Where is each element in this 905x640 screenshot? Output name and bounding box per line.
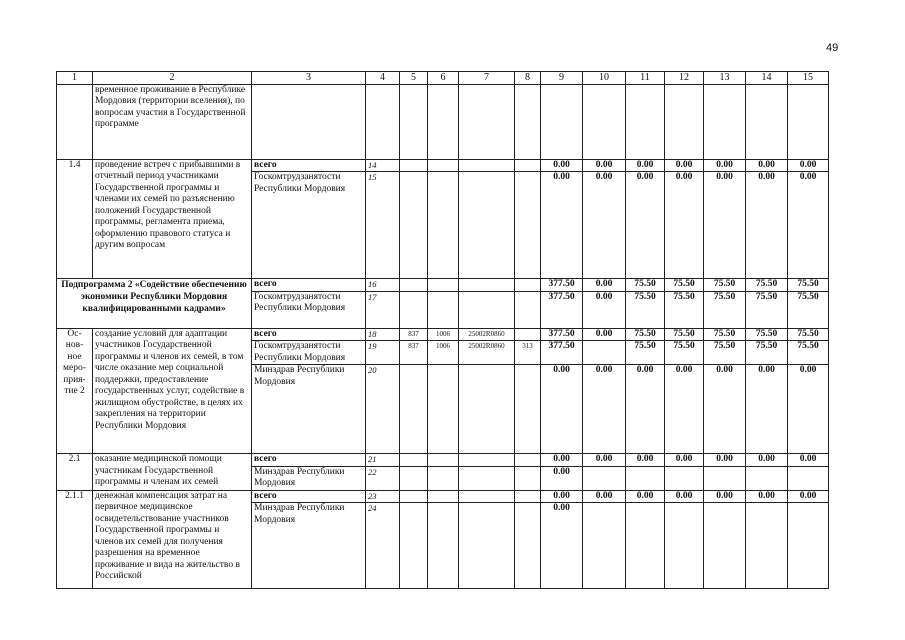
amount-cell: 75.50	[788, 328, 829, 341]
budget-code	[459, 159, 515, 172]
row-number: 2.1	[57, 454, 93, 491]
amount-cell: 0.00	[541, 503, 583, 589]
amount-cell: 75.50	[746, 328, 788, 341]
amount-cell: 0.00	[583, 490, 626, 503]
amount-cell	[665, 466, 704, 490]
amount-cell: 0.00	[583, 328, 626, 341]
amount-cell: 377.50	[541, 328, 583, 341]
budget-code	[400, 454, 428, 467]
budget-code	[459, 291, 515, 328]
empty-cell	[459, 84, 515, 159]
amount-cell: 75.50	[704, 341, 746, 365]
amount-cell: 0.00	[704, 159, 746, 172]
table-row	[57, 490, 829, 503]
budget-code	[459, 454, 515, 467]
row-description: проведение встреч с прибывшими в отчетный период участниками Государственной программы и членами их семей по разъяснению положений Государственной программы, регламента приема, оформлению правового статуса и другим вопросам	[93, 159, 252, 279]
empty-cell	[541, 84, 583, 159]
line-code: 14	[366, 159, 400, 172]
page-number: 49	[826, 42, 839, 54]
amount-cell: 0.00	[746, 365, 788, 454]
amount-cell: 75.50	[626, 291, 665, 328]
responsible-executor: всего	[252, 454, 366, 467]
line-code: 19	[366, 341, 400, 365]
table-row	[57, 159, 829, 172]
column-header: 7	[459, 72, 515, 85]
budget-code	[459, 503, 515, 589]
amount-cell: 0.00	[626, 159, 665, 172]
amount-cell: 75.50	[626, 341, 665, 365]
budget-code	[515, 328, 541, 341]
amount-cell: 0.00	[704, 172, 746, 279]
column-header: 4	[366, 72, 400, 85]
responsible-executor: Госкомтрудзанятости Республики Мордовия	[252, 172, 366, 279]
budget-code: 837	[400, 328, 428, 341]
budget-code	[400, 159, 428, 172]
amount-cell: 75.50	[665, 328, 704, 341]
line-code: 17	[366, 291, 400, 328]
amount-cell: 0.00	[665, 454, 704, 467]
amount-cell: 0.00	[583, 159, 626, 172]
responsible-executor: Госкомтрудзанятости Республики Мордовия	[252, 291, 366, 328]
budget-code	[400, 172, 428, 279]
amount-cell: 0.00	[626, 490, 665, 503]
budget-code	[428, 490, 459, 503]
table-row	[57, 328, 829, 341]
budget-code: 25002R0860	[459, 328, 515, 341]
column-header: 15	[788, 72, 829, 85]
amount-cell	[626, 503, 665, 589]
budget-code	[428, 291, 459, 328]
budget-code	[400, 503, 428, 589]
amount-cell: 0.00	[788, 454, 829, 467]
amount-cell: 0.00	[746, 159, 788, 172]
amount-cell	[665, 503, 704, 589]
budget-code	[459, 365, 515, 454]
empty-cell	[665, 84, 704, 159]
amount-cell: 0.00	[541, 172, 583, 279]
amount-cell: 75.50	[626, 279, 665, 292]
amount-cell: 0.00	[583, 365, 626, 454]
responsible-executor: всего	[252, 328, 366, 341]
row-number: Ос-нов-ное меро-прия-тие 2	[57, 328, 93, 454]
budget-code: 837	[400, 341, 428, 365]
empty-cell	[704, 84, 746, 159]
amount-cell	[626, 466, 665, 490]
budget-code: 313	[515, 341, 541, 365]
amount-cell: 0.00	[788, 159, 829, 172]
budget-code	[515, 490, 541, 503]
amount-cell: 75.50	[746, 341, 788, 365]
amount-cell: 0.00	[626, 365, 665, 454]
amount-cell: 0.00	[665, 490, 704, 503]
budget-code	[459, 172, 515, 279]
amount-cell: 0.00	[626, 454, 665, 467]
amount-cell	[704, 466, 746, 490]
budget-code	[400, 466, 428, 490]
amount-cell: 0.00	[541, 365, 583, 454]
empty-cell	[788, 84, 829, 159]
amount-cell: 377.50	[541, 291, 583, 328]
empty-cell	[366, 84, 400, 159]
column-header: 2	[93, 72, 252, 85]
amount-cell: 0.00	[583, 291, 626, 328]
table-row	[57, 454, 829, 467]
amount-cell	[746, 466, 788, 490]
amount-cell: 0.00	[665, 365, 704, 454]
amount-cell	[788, 503, 829, 589]
responsible-executor: Минздрав Республики Мордовия	[252, 365, 366, 454]
amount-cell: 75.50	[665, 279, 704, 292]
line-code: 24	[366, 503, 400, 589]
budget-code	[428, 279, 459, 292]
budget-code	[515, 503, 541, 589]
responsible-executor: всего	[252, 159, 366, 172]
column-header: 12	[665, 72, 704, 85]
column-header: 11	[626, 72, 665, 85]
budget-code	[428, 454, 459, 467]
amount-cell	[583, 466, 626, 490]
responsible-executor: Минздрав Республики Мордовия	[252, 503, 366, 589]
responsible-executor: Минздрав Республики Мордовия	[252, 466, 366, 490]
amount-cell: 0.00	[541, 454, 583, 467]
budget-code	[428, 365, 459, 454]
budget-code: 25002R0860	[459, 341, 515, 365]
table-row	[57, 84, 829, 159]
amount-cell: 0.00	[583, 172, 626, 279]
amount-cell: 75.50	[746, 279, 788, 292]
amount-cell: 0.00	[541, 159, 583, 172]
budget-code	[400, 279, 428, 292]
amount-cell: 0.00	[704, 365, 746, 454]
amount-cell	[704, 503, 746, 589]
empty-cell	[626, 84, 665, 159]
amount-cell: 75.50	[746, 291, 788, 328]
amount-cell: 75.50	[704, 279, 746, 292]
budget-code	[428, 172, 459, 279]
amount-cell	[788, 466, 829, 490]
empty-cell	[428, 84, 459, 159]
column-header: 5	[400, 72, 428, 85]
budget-code	[400, 365, 428, 454]
column-header: 10	[583, 72, 626, 85]
budget-code	[459, 466, 515, 490]
budget-code: 1006	[428, 341, 459, 365]
amount-cell: 75.50	[665, 291, 704, 328]
column-header: 1	[57, 72, 93, 85]
amount-cell: 75.50	[788, 341, 829, 365]
empty-cell	[515, 84, 541, 159]
amount-cell: 0.00	[665, 159, 704, 172]
line-code: 15	[366, 172, 400, 279]
budget-code	[400, 291, 428, 328]
budget-code	[459, 490, 515, 503]
amount-cell	[583, 503, 626, 589]
budget-code	[400, 490, 428, 503]
responsible-executor: Госкомтрудзанятости Республики Мордовия	[252, 341, 366, 365]
row-description: денежная компенсация затрат на первичное медицинское освидетельствование участников Государственной программы и членов их семей для получения разрешения на временное проживание и вида на жительство в Российской	[93, 490, 252, 589]
amount-cell: 0.00	[541, 466, 583, 490]
line-code: 21	[366, 454, 400, 467]
responsible-executor: всего	[252, 279, 366, 292]
budget-code	[515, 172, 541, 279]
row-number: 2.1.1	[57, 490, 93, 589]
amount-cell: 0.00	[788, 365, 829, 454]
budget-code	[428, 503, 459, 589]
empty-cell	[746, 84, 788, 159]
row-description: временное проживание в Республике Мордовия (территории вселения), по вопросам участия в Государственной программе	[93, 84, 252, 159]
budget-code	[515, 159, 541, 172]
empty-cell	[583, 84, 626, 159]
amount-cell: 0.00	[746, 172, 788, 279]
amount-cell: 75.50	[704, 291, 746, 328]
line-code: 18	[366, 328, 400, 341]
column-header: 3	[252, 72, 366, 85]
budget-code	[515, 291, 541, 328]
budget-code	[515, 454, 541, 467]
column-header: 14	[746, 72, 788, 85]
budget-code	[428, 159, 459, 172]
amount-cell: 377.50	[541, 279, 583, 292]
table-header	[57, 72, 829, 85]
amount-cell: 0.00	[583, 454, 626, 467]
subprogram-title: Подпрограмма 2 «Содействие обеспечению экономики Республики Мордовия квалифицированными кадрами»	[57, 279, 252, 329]
empty-cell	[252, 84, 366, 159]
budget-code	[515, 466, 541, 490]
amount-cell: 0.00	[583, 279, 626, 292]
table-row	[57, 279, 829, 292]
amount-cell: 0.00	[746, 454, 788, 467]
column-header: 9	[541, 72, 583, 85]
row-description: оказание медицинской помощи участникам Государственной программы и членам их семей	[93, 454, 252, 491]
line-code: 20	[366, 365, 400, 454]
column-header: 8	[515, 72, 541, 85]
row-number: 1.4	[57, 159, 93, 279]
amount-cell: 0.00	[626, 172, 665, 279]
row-number	[57, 84, 93, 159]
amount-cell: 75.50	[788, 291, 829, 328]
amount-cell: 75.50	[626, 328, 665, 341]
row-description: создание условий для адаптации участников Государственной программы и членов их семей, в том числе оказание мер социальной поддержки, предоставление государственных услуг, содействие в жилищном обустройстве, в целях их закрепления на территории Республики Мордовия	[93, 328, 252, 454]
budget-table	[56, 71, 829, 589]
line-code: 22	[366, 466, 400, 490]
budget-code	[459, 279, 515, 292]
amount-cell: 0.00	[788, 490, 829, 503]
amount-cell: 0.00	[704, 454, 746, 467]
column-header: 6	[428, 72, 459, 85]
budget-code	[428, 466, 459, 490]
budget-code: 1006	[428, 328, 459, 341]
column-header: 13	[704, 72, 746, 85]
amount-cell: 75.50	[704, 328, 746, 341]
amount-cell: 0.00	[704, 490, 746, 503]
line-code: 23	[366, 490, 400, 503]
responsible-executor: всего	[252, 490, 366, 503]
amount-cell: 0.00	[788, 172, 829, 279]
amount-cell: 75.50	[665, 341, 704, 365]
line-code: 16	[366, 279, 400, 292]
amount-cell: 0.00	[541, 490, 583, 503]
amount-cell: 377.50	[541, 341, 583, 365]
amount-cell: 75.50	[788, 279, 829, 292]
amount-cell	[746, 503, 788, 589]
amount-cell: 0.00	[746, 490, 788, 503]
amount-cell: 0.00	[665, 172, 704, 279]
budget-code	[515, 279, 541, 292]
empty-cell	[400, 84, 428, 159]
budget-code	[515, 365, 541, 454]
amount-cell	[583, 341, 626, 365]
